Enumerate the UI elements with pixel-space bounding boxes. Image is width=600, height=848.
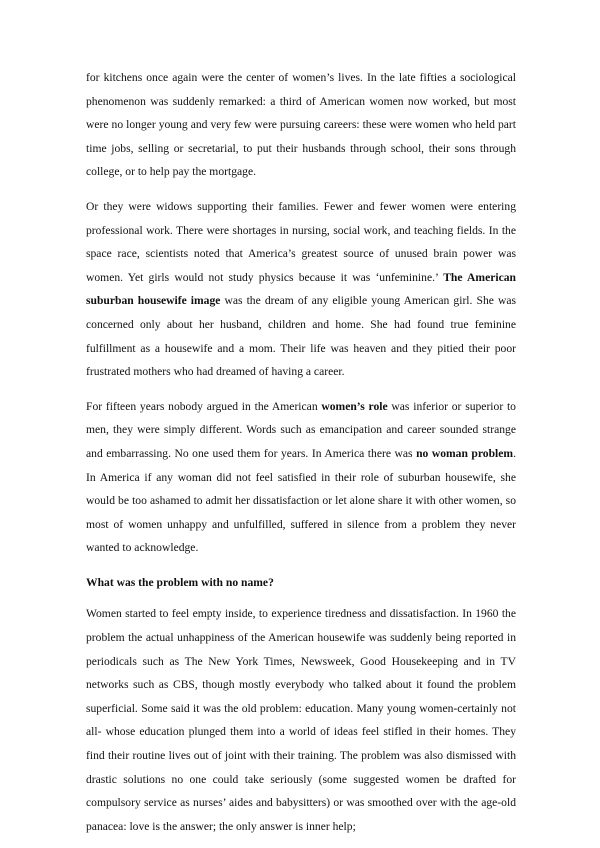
- paragraph-3: [86, 395, 516, 560]
- bold-phrase-womens-role: women’s role: [321, 399, 388, 413]
- paragraph-4: [86, 602, 516, 838]
- paragraph-2-text-a: Or they were widows supporting their families. Fewer and fewer women were entering professional work. There were shortages in nursing, social work, and teaching fields. In the space race, scientists noted that America’s greatest source of unused brain power was women. Yet girls would not study physics because it was ‘unfeminine.’: [86, 199, 516, 284]
- section-heading: What was the problem with no name?: [86, 575, 274, 589]
- paragraph-4-text: Women started to feel empty inside, to experience tiredness and dissatisfaction. In 1960 the problem the actual unhappiness of the American housewife was suddenly being reported in periodicals such as The New York Times, Newsweek, Good Housekeeping and in TV networks such as CBS, though mostly everybody who talked about it found the problem superficial. Some said it was the old problem: education. Many young women-certainly not all- whose education plunged them into a world of ideas feel stifled in their homes. They find their routine lives out of joint with their training. The problem was also dismissed with drastic solutions no one could take seriously (some suggested women be drafted for compulsory service as nurses’ aides and babysitters) or was smoothed over with the age-old panacea: love is the answer; the only answer is inner help;: [86, 607, 516, 833]
- paragraph-2-text-b: was the dream of any eligible young American girl. She was concerned only about her husband, children and home. She had found true feminine fulfillment as a housewife and a mom. Their life was heaven and they pitied their poor frustrated mothers who had dreamed of having a career.: [86, 294, 516, 379]
- paragraph-2: [86, 195, 516, 384]
- paragraph-3-text-a: For fifteen years nobody argued in the American: [86, 399, 322, 413]
- bold-phrase-suburban-housewife-image: The American suburban housewife image: [86, 270, 516, 308]
- paragraph-3-text-b: was inferior or superior to men, they were simply different. Words such as emancipation and career sounded strange and embarrassing. No one used them for years. In America there was: [86, 399, 516, 460]
- paragraph-3-text-c: . In America if any woman did not feel satisfied in their role of suburban housewife, she would be too ashamed to admit her dissatisfaction or let alone share it with other women, so most of women unhappy and unfulfilled, suffered in silence from a problem they never wanted to acknowledge.: [86, 446, 516, 555]
- bold-phrase-no-woman-problem: no woman problem: [416, 446, 514, 460]
- paragraph-1: [86, 66, 516, 184]
- paragraph-1-text: for kitchens once again were the center of women’s lives. In the late fifties a sociological phenomenon was suddenly remarked: a third of American women now worked, but most were no longer young and very few were pursuing careers: these were women who held part time jobs, selling or secretarial, to put their husbands through school, their sons through college, or to help pay the mortgage.: [86, 71, 516, 179]
